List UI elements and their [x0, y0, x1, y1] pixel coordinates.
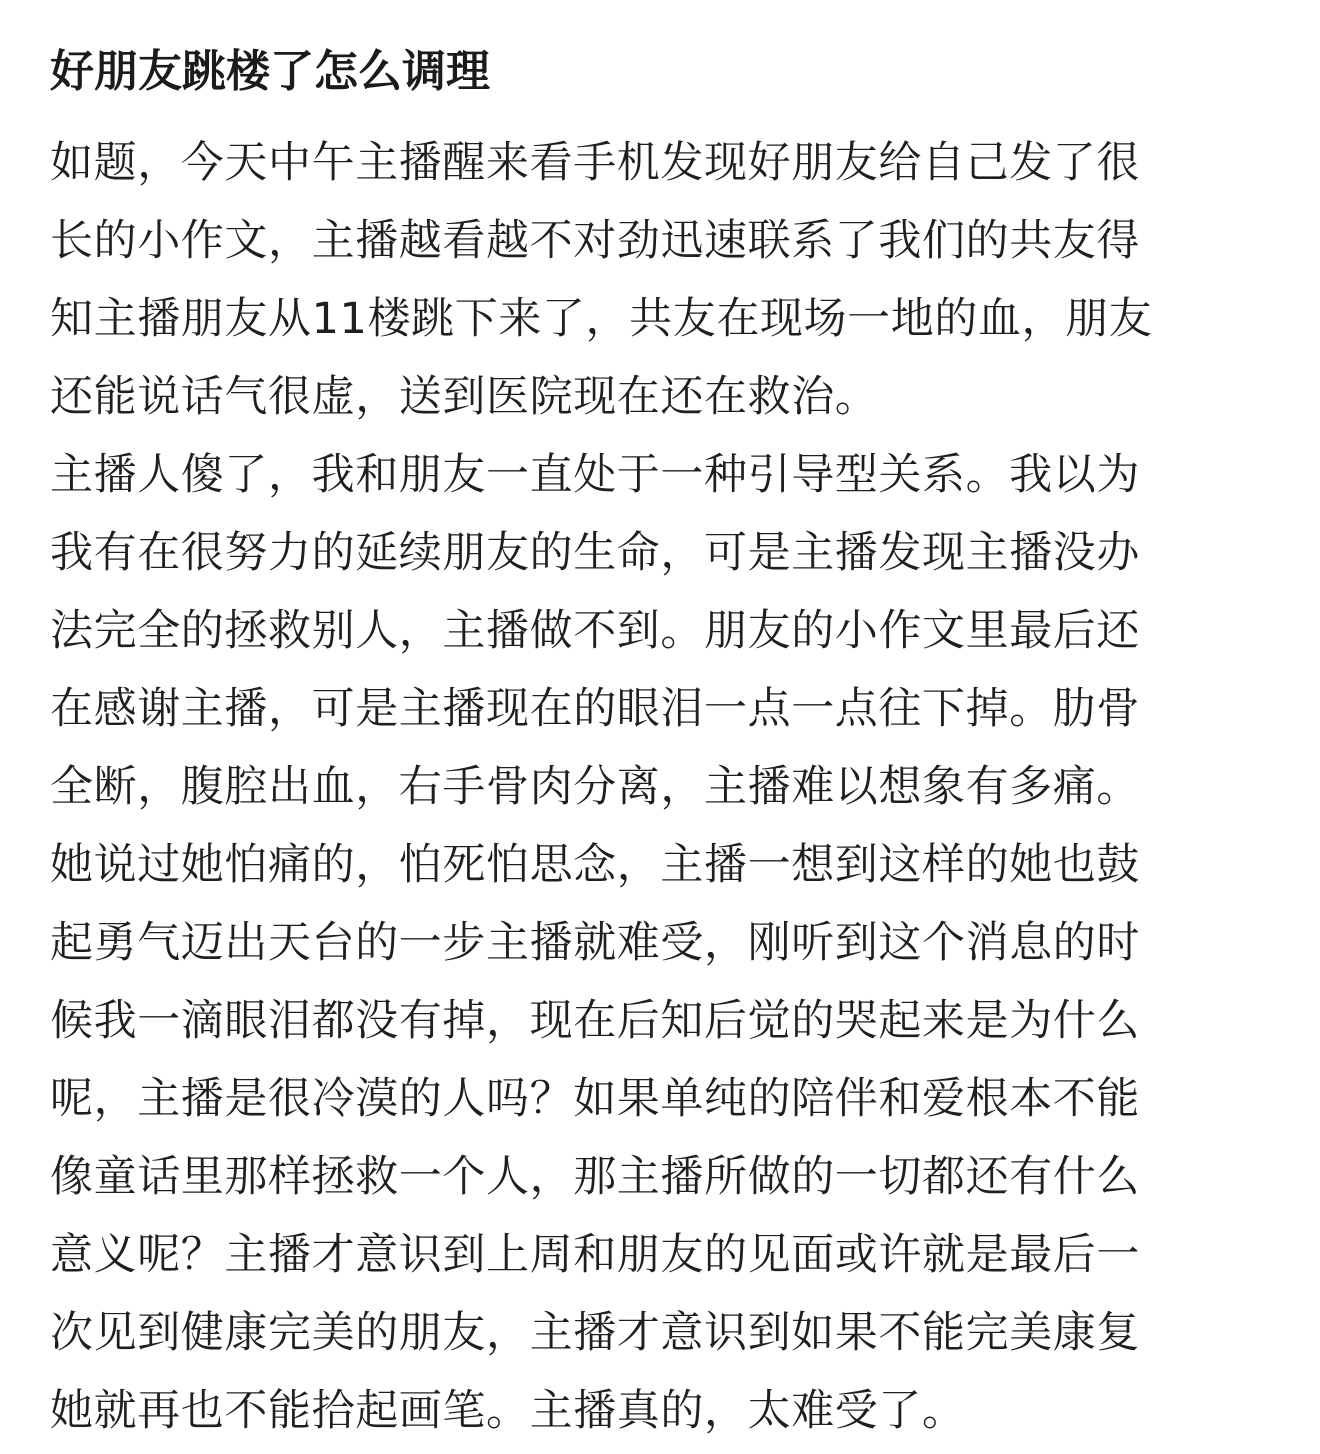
post-body-line: 次见到健康完美的朋友，主播才意识到如果不能完美康复 [50, 1308, 1140, 1358]
post-body-line: 在感谢主播，可是主播现在的眼泪一点一点往下掉。肋骨 [50, 684, 1140, 734]
post-body-line: 如题，今天中午主播醒来看手机发现好朋友给自己发了很 [50, 138, 1140, 188]
post-body-line: 起勇气迈出天台的一步主播就难受，刚听到这个消息的时 [50, 918, 1140, 968]
post-body-line: 知主播朋友从11楼跳下来了，共友在现场一地的血，朋友 [50, 294, 1153, 344]
post-body-line: 她说过她怕痛的，怕死怕思念，主播一想到这样的她也鼓 [50, 840, 1140, 890]
post-body-line: 呢，主播是很冷漠的人吗？如果单纯的陪伴和爱根本不能 [50, 1074, 1140, 1124]
post-body-line: 我有在很努力的延续朋友的生命，可是主播发现主播没办 [50, 528, 1140, 578]
post-body-line: 主播人傻了，我和朋友一直处于一种引导型关系。我以为 [50, 450, 1140, 500]
post-body-line: 全断，腹腔出血，右手骨肉分离，主播难以想象有多痛。 [50, 762, 1140, 812]
post-body-line: 法完全的拯救别人，主播做不到。朋友的小作文里最后还 [50, 606, 1140, 656]
post-body-line: 她就再也不能拾起画笔。主播真的，太难受了。 [50, 1386, 966, 1436]
post-body [50, 124, 1270, 1450]
post-body-line: 候我一滴眼泪都没有掉，现在后知后觉的哭起来是为什么 [50, 996, 1140, 1046]
post-body-line: 长的小作文，主播越看越不对劲迅速联系了我们的共友得 [50, 216, 1140, 266]
post-title: 好朋友跳楼了怎么调理 [50, 46, 490, 97]
post-body-line: 像童话里那样拯救一个人，那主播所做的一切都还有什么 [50, 1152, 1140, 1202]
post-body-line: 意义呢？主播才意识到上周和朋友的见面或许就是最后一 [50, 1230, 1140, 1280]
post-body-line: 还能说话气很虚，送到医院现在还在救治。 [50, 372, 879, 422]
